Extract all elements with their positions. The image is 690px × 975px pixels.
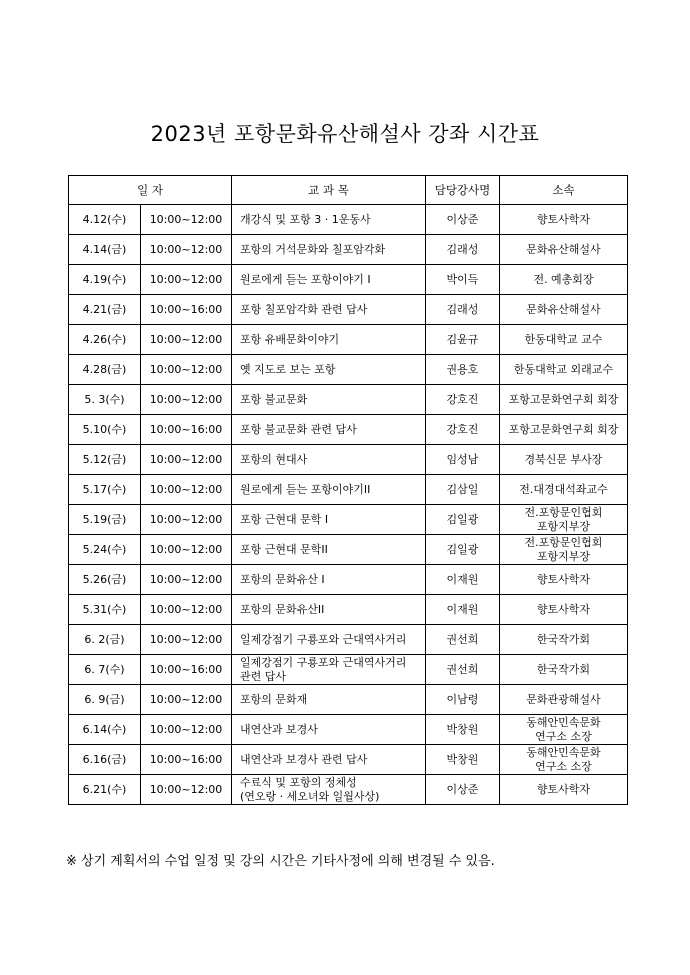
org-cell-line: 연구소 소장: [535, 729, 592, 743]
subject-cell-line: 개강식 및 포항 3 · 1운동사: [240, 212, 371, 226]
subject-cell-line: 포항의 현대사: [240, 452, 308, 466]
subject-cell-line: 포항 근현대 문학 I: [240, 512, 329, 526]
header-lecturer: 담당강사명: [426, 176, 500, 205]
subject-cell-line: 일제강점기 구룡포와 근대역사거리: [240, 632, 407, 646]
lecturer-cell: 권선희: [426, 625, 500, 655]
date-cell: 6. 9(금): [69, 685, 141, 715]
org-cell: [500, 355, 628, 385]
time-cell: 10:00~12:00: [141, 355, 232, 385]
subject-cell-line: 내연산과 보경사: [240, 722, 318, 736]
org-cell-line: 경북신문 부사장: [524, 452, 603, 466]
header-date: 일 자: [69, 176, 232, 205]
org-cell-line: 전.포항문인협회: [524, 505, 603, 519]
time-cell: 10:00~12:00: [141, 535, 232, 565]
table-row: [69, 685, 628, 715]
lecturer-cell: 김윤규: [426, 325, 500, 355]
org-cell-line: 포항지부장: [536, 519, 591, 533]
org-cell-line: 문화유산해설사: [526, 302, 601, 316]
org-cell: [500, 655, 628, 685]
subject-cell-line: 포항 근현대 문학II: [240, 542, 328, 556]
org-cell: [500, 265, 628, 295]
org-cell-line: 포항고문화연구회 회장: [508, 422, 619, 436]
org-cell: [500, 445, 628, 475]
schedule-body: [69, 205, 628, 805]
org-cell-line: 향토사학자: [536, 572, 591, 586]
date-cell: 5.31(수): [69, 595, 141, 625]
schedule-table: [68, 175, 628, 805]
subject-cell-line: 내연산과 보경사 관련 답사: [240, 752, 368, 766]
org-cell-line: 한국작가회: [536, 632, 591, 646]
subject-cell-line: 관련 답사: [240, 669, 287, 683]
time-cell: 10:00~12:00: [141, 715, 232, 745]
subject-cell-line: 수료식 및 포항의 정체성: [240, 775, 357, 789]
subject-cell: [232, 595, 426, 625]
time-cell: 10:00~12:00: [141, 505, 232, 535]
org-cell: [500, 595, 628, 625]
header-row: [69, 176, 628, 205]
lecturer-cell: 이재원: [426, 565, 500, 595]
lecturer-cell: 김래성: [426, 295, 500, 325]
lecturer-cell: 박이득: [426, 265, 500, 295]
table-row: [69, 505, 628, 535]
date-cell: 4.26(수): [69, 325, 141, 355]
table-row: [69, 325, 628, 355]
org-cell: [500, 385, 628, 415]
subject-cell: [232, 565, 426, 595]
subject-cell: [232, 295, 426, 325]
org-cell-line: 향토사학자: [536, 212, 591, 226]
lecturer-cell: 권선희: [426, 655, 500, 685]
date-cell: 6.21(수): [69, 775, 141, 805]
table-row: [69, 205, 628, 235]
org-cell: [500, 295, 628, 325]
date-cell: 4.14(금): [69, 235, 141, 265]
date-cell: 4.21(금): [69, 295, 141, 325]
org-cell: [500, 505, 628, 535]
date-cell: 5.17(수): [69, 475, 141, 505]
table-row: [69, 265, 628, 295]
org-cell-line: 향토사학자: [536, 602, 591, 616]
subject-cell-line: 포항의 문화재: [240, 692, 308, 706]
table-row: [69, 355, 628, 385]
org-cell: [500, 685, 628, 715]
time-cell: 10:00~16:00: [141, 415, 232, 445]
lecturer-cell: 이상준: [426, 775, 500, 805]
table-row: [69, 235, 628, 265]
time-cell: 10:00~16:00: [141, 655, 232, 685]
subject-cell-line: 원로에게 듣는 포항이야기II: [240, 482, 371, 496]
time-cell: 10:00~12:00: [141, 595, 232, 625]
lecturer-cell: 강호진: [426, 415, 500, 445]
table-row: [69, 715, 628, 745]
org-cell-line: 포항고문화연구회 회장: [508, 392, 619, 406]
table-row: [69, 445, 628, 475]
lecturer-cell: 강호진: [426, 385, 500, 415]
org-cell-line: 포항지부장: [536, 549, 591, 563]
org-cell-line: 문화관광해설사: [526, 692, 601, 706]
header-org: 소속: [500, 176, 628, 205]
subject-cell: [232, 355, 426, 385]
table-row: [69, 475, 628, 505]
lecturer-cell: 김일광: [426, 505, 500, 535]
time-cell: 10:00~12:00: [141, 265, 232, 295]
org-cell-line: 동해안민속문화: [526, 745, 601, 759]
org-cell: [500, 235, 628, 265]
table-row: [69, 745, 628, 775]
org-cell: [500, 475, 628, 505]
org-cell-line: 향토사학자: [536, 782, 591, 796]
subject-cell: [232, 775, 426, 805]
subject-cell-line: 포항 칠포암각화 관련 답사: [240, 302, 368, 316]
table-row: [69, 535, 628, 565]
org-cell: [500, 625, 628, 655]
subject-cell: [232, 385, 426, 415]
org-cell-line: 문화유산해설사: [526, 242, 601, 256]
subject-cell-line: 일제강점기 구룡포와 근대역사거리: [240, 655, 407, 669]
table-row: [69, 655, 628, 685]
org-cell: [500, 415, 628, 445]
org-cell: [500, 535, 628, 565]
date-cell: 5.24(수): [69, 535, 141, 565]
org-cell: [500, 745, 628, 775]
lecturer-cell: 임성남: [426, 445, 500, 475]
org-cell-line: 전. 예총회장: [533, 272, 594, 286]
org-cell-line: 한동대학교 교수: [524, 332, 603, 346]
date-cell: 6. 2(금): [69, 625, 141, 655]
org-cell-line: 동해안민속문화: [526, 715, 601, 729]
date-cell: 5. 3(수): [69, 385, 141, 415]
time-cell: 10:00~12:00: [141, 565, 232, 595]
org-cell-line: 한국작가회: [536, 662, 591, 676]
subject-cell: [232, 715, 426, 745]
lecturer-cell: 이남령: [426, 685, 500, 715]
time-cell: 10:00~12:00: [141, 685, 232, 715]
time-cell: 10:00~12:00: [141, 625, 232, 655]
time-cell: 10:00~12:00: [141, 325, 232, 355]
subject-cell: [232, 655, 426, 685]
lecturer-cell: 김래성: [426, 235, 500, 265]
subject-cell: [232, 325, 426, 355]
date-cell: 4.12(수): [69, 205, 141, 235]
subject-cell-line: 포항 유배문화이야기: [240, 332, 340, 346]
table-row: [69, 295, 628, 325]
subject-cell: [232, 745, 426, 775]
date-cell: 5.10(수): [69, 415, 141, 445]
subject-cell-line: 포항 불교문화 관련 답사: [240, 422, 357, 436]
lecturer-cell: 이상준: [426, 205, 500, 235]
time-cell: 10:00~16:00: [141, 295, 232, 325]
lecturer-cell: 박창원: [426, 745, 500, 775]
footnote: ※ 상기 계획서의 수업 일정 및 강의 시간은 기타사정에 의해 변경될 수 있음.: [66, 854, 495, 869]
subject-cell: [232, 505, 426, 535]
subject-cell: [232, 265, 426, 295]
table-row: [69, 565, 628, 595]
subject-cell: [232, 235, 426, 265]
header-subject: 교 과 목: [232, 176, 426, 205]
date-cell: 6.14(수): [69, 715, 141, 745]
subject-cell: [232, 205, 426, 235]
table-row: [69, 625, 628, 655]
org-cell: [500, 565, 628, 595]
date-cell: 5.12(금): [69, 445, 141, 475]
subject-cell: [232, 625, 426, 655]
subject-cell: [232, 415, 426, 445]
org-cell-line: 전.포항문인협회: [524, 535, 603, 549]
time-cell: 10:00~12:00: [141, 445, 232, 475]
subject-cell: [232, 475, 426, 505]
lecturer-cell: 김일광: [426, 535, 500, 565]
subject-cell-line: 포항의 거석문화와 칠포암각화: [240, 242, 386, 256]
lecturer-cell: 이재원: [426, 595, 500, 625]
table-row: [69, 595, 628, 625]
page-title: 2023년 포항문화유산해설사 강좌 시간표: [150, 122, 540, 146]
org-cell-line: 연구소 소장: [535, 759, 592, 773]
subject-cell: [232, 685, 426, 715]
time-cell: 10:00~12:00: [141, 235, 232, 265]
time-cell: 10:00~12:00: [141, 475, 232, 505]
date-cell: 5.19(금): [69, 505, 141, 535]
date-cell: 4.28(금): [69, 355, 141, 385]
time-cell: 10:00~12:00: [141, 205, 232, 235]
subject-cell-line: 원로에게 듣는 포항이야기 I: [240, 272, 371, 286]
lecturer-cell: 김삼일: [426, 475, 500, 505]
date-cell: 6.16(금): [69, 745, 141, 775]
lecturer-cell: 권용호: [426, 355, 500, 385]
org-cell-line: 전.대경대석좌교수: [519, 482, 608, 496]
subject-cell: [232, 445, 426, 475]
subject-cell-line: 포항 불교문화: [240, 392, 308, 406]
subject-cell-line: (연오랑 · 세오녀와 일월사상): [240, 789, 380, 803]
date-cell: 5.26(금): [69, 565, 141, 595]
date-cell: 4.19(수): [69, 265, 141, 295]
table-row: [69, 415, 628, 445]
lecturer-cell: 박창원: [426, 715, 500, 745]
org-cell: [500, 715, 628, 745]
time-cell: 10:00~12:00: [141, 385, 232, 415]
time-cell: 10:00~12:00: [141, 775, 232, 805]
org-cell: [500, 205, 628, 235]
date-cell: 6. 7(수): [69, 655, 141, 685]
table-row: [69, 775, 628, 805]
org-cell: [500, 775, 628, 805]
org-cell-line: 한동대학교 외래교수: [513, 362, 614, 376]
time-cell: 10:00~16:00: [141, 745, 232, 775]
subject-cell-line: 포항의 문화유산 I: [240, 572, 325, 586]
subject-cell-line: 옛 지도로 보는 포항: [240, 362, 336, 376]
subject-cell-line: 포항의 문화유산II: [240, 602, 325, 616]
subject-cell: [232, 535, 426, 565]
org-cell: [500, 325, 628, 355]
table-row: [69, 385, 628, 415]
